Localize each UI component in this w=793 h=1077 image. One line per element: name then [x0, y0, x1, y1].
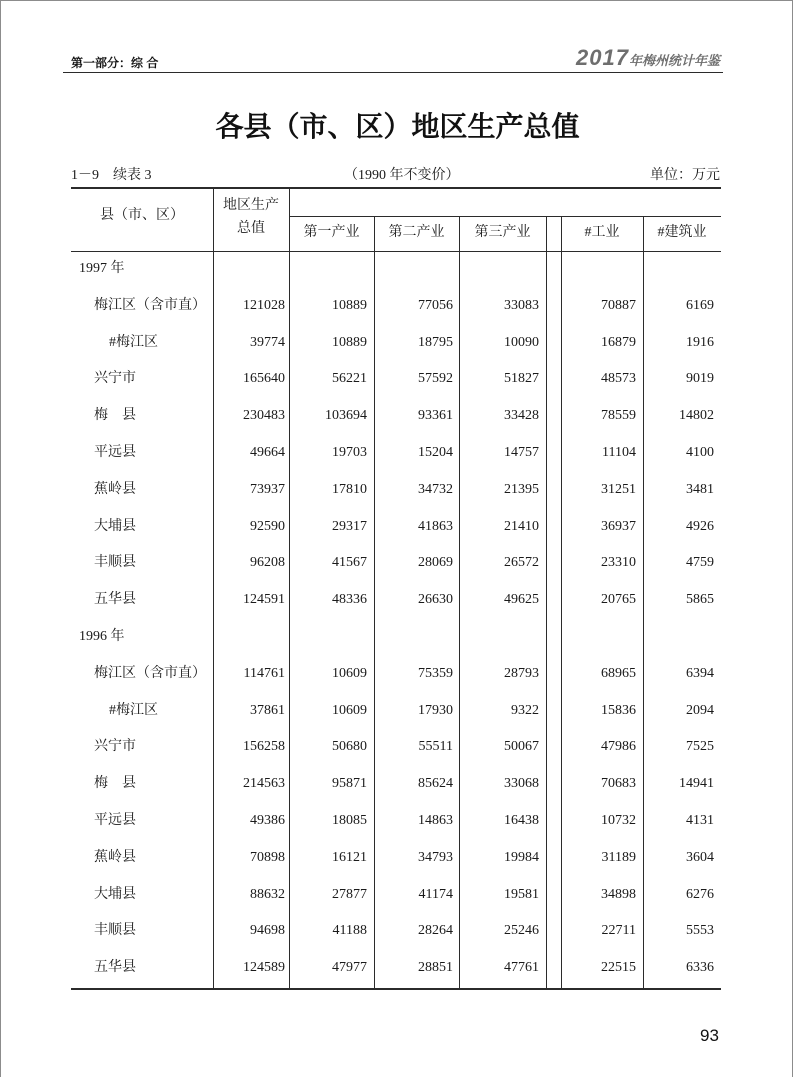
gdp-value: 230483 — [243, 408, 285, 424]
construction-value: 6336 — [686, 960, 714, 976]
primary-value: 27877 — [332, 886, 367, 902]
primary-value: 10609 — [332, 665, 367, 681]
primary-value: 48336 — [332, 592, 367, 608]
header-bottom-rule — [71, 251, 721, 252]
gdp-value: 124589 — [243, 960, 285, 976]
tertiary-value: 51827 — [504, 371, 539, 387]
construction-value: 1916 — [686, 334, 714, 350]
primary-value: 29317 — [332, 518, 367, 534]
table-top-rule — [71, 187, 721, 189]
tertiary-value: 9322 — [511, 702, 539, 718]
construction-value: 4926 — [686, 518, 714, 534]
industry-value: 10732 — [601, 813, 636, 828]
region-name: 蕉岭县 — [94, 849, 136, 865]
table-row — [1, 666, 793, 682]
unit-label: 单位：万元 — [650, 168, 720, 183]
gdp-value: 70898 — [250, 849, 285, 865]
primary-value: 95871 — [332, 776, 367, 792]
industry-value: 78559 — [601, 408, 636, 424]
region-name: #梅江区 — [109, 334, 158, 350]
page-number: 93 — [700, 1026, 719, 1045]
industry-value: 34898 — [601, 886, 636, 902]
tertiary-value: 10090 — [504, 334, 539, 350]
tertiary-value: 16438 — [504, 813, 539, 828]
industry-value: 20765 — [601, 592, 636, 608]
page-title: 各县（市、区）地区生产总值 — [215, 112, 580, 143]
yearbook-name: 年梅州统计年鉴 — [628, 53, 720, 68]
gdp-value: 92590 — [250, 518, 285, 534]
industry-value: 23310 — [601, 555, 636, 571]
industry-value: 16879 — [601, 334, 636, 350]
construction-value: 9019 — [686, 371, 714, 387]
header-region: 县（市、区） — [100, 208, 184, 223]
construction-value: 6169 — [686, 297, 714, 313]
secondary-value: 28851 — [418, 960, 453, 976]
table-row — [1, 776, 793, 792]
industry-value: 31189 — [601, 849, 636, 865]
header-industry: #工业 — [584, 225, 620, 240]
tertiary-value: 33068 — [504, 776, 539, 792]
industry-value: 68965 — [601, 665, 636, 681]
region-name: 梅江区（含市直） — [94, 665, 206, 681]
region-name: #梅江区 — [109, 702, 158, 718]
primary-value: 10889 — [332, 297, 367, 313]
industry-value: 15836 — [601, 702, 636, 718]
secondary-value: 26630 — [418, 592, 453, 608]
table-row — [1, 371, 793, 387]
region-name: 梅 县 — [94, 776, 136, 792]
primary-value: 10889 — [332, 334, 367, 350]
region-name: 梅 县 — [94, 408, 136, 424]
tertiary-value: 19984 — [504, 849, 539, 865]
secondary-value: 55511 — [418, 739, 453, 755]
construction-value: 4100 — [686, 445, 714, 460]
industry-value: 22515 — [601, 960, 636, 976]
gdp-value: 96208 — [250, 555, 285, 571]
industry-value: 22711 — [601, 923, 636, 939]
gdp-value: 49386 — [250, 813, 285, 828]
industry-value: 11104 — [602, 445, 636, 460]
price-basis: （1990 年不变价） — [344, 168, 460, 183]
header-construction: #建筑业 — [657, 225, 707, 240]
header-gdp-line1: 地区生产 — [223, 198, 279, 213]
construction-value: 4759 — [686, 555, 714, 571]
gdp-value: 37861 — [250, 702, 285, 718]
construction-value: 6276 — [686, 886, 714, 902]
secondary-value: 85624 — [418, 776, 453, 792]
year-group-label: 1997 年 — [79, 261, 125, 276]
secondary-value: 34732 — [418, 481, 453, 497]
secondary-value: 93361 — [418, 408, 453, 424]
industry-value: 70683 — [601, 776, 636, 792]
region-name: 丰顺县 — [94, 555, 136, 571]
industry-value: 48573 — [601, 371, 636, 387]
table-row — [1, 298, 793, 314]
construction-value: 5865 — [686, 592, 714, 608]
region-name: 平远县 — [94, 445, 136, 460]
secondary-value: 18795 — [418, 334, 453, 350]
region-name: 梅江区（含市直） — [94, 297, 206, 313]
table-bottom-rule — [71, 988, 721, 990]
secondary-value: 17930 — [418, 702, 453, 718]
gdp-value: 214563 — [243, 776, 285, 792]
gdp-value: 124591 — [243, 592, 285, 608]
tertiary-value: 33428 — [504, 408, 539, 424]
secondary-value: 75359 — [418, 665, 453, 681]
section-label: 第一部分：综 合 — [71, 56, 159, 70]
primary-value: 47977 — [332, 960, 367, 976]
table-number: 1－9 续表 3 — [71, 168, 152, 183]
primary-value: 18085 — [332, 813, 367, 828]
table-row — [1, 555, 793, 571]
tertiary-value: 33083 — [504, 297, 539, 313]
construction-value: 2094 — [686, 702, 714, 718]
secondary-value: 57592 — [418, 371, 453, 387]
secondary-value: 15204 — [418, 445, 453, 460]
construction-value: 14802 — [679, 408, 714, 424]
primary-value: 41188 — [332, 923, 367, 939]
primary-value: 56221 — [332, 371, 367, 387]
construction-value: 6394 — [686, 665, 714, 681]
primary-value: 10609 — [332, 702, 367, 718]
header-secondary: 第二产业 — [388, 225, 445, 240]
table-row — [1, 703, 793, 719]
region-name: 蕉岭县 — [94, 481, 136, 497]
gdp-value: 165640 — [243, 371, 285, 387]
primary-value: 19703 — [332, 445, 367, 460]
primary-value: 50680 — [332, 739, 367, 755]
primary-value: 16121 — [332, 849, 367, 865]
gdp-value: 114761 — [243, 665, 285, 681]
industry-value: 47986 — [601, 739, 636, 755]
secondary-value: 41174 — [418, 886, 453, 902]
gdp-value: 39774 — [250, 334, 285, 350]
tertiary-value: 25246 — [504, 923, 539, 939]
secondary-value: 28264 — [418, 923, 453, 939]
region-name: 五华县 — [94, 960, 136, 976]
table-row — [1, 335, 793, 351]
tertiary-value: 47761 — [504, 960, 539, 976]
table-row — [1, 739, 793, 755]
primary-value: 17810 — [332, 481, 367, 497]
region-name: 丰顺县 — [94, 923, 136, 939]
header-primary: 第一产业 — [303, 225, 360, 240]
gdp-value: 156258 — [243, 739, 285, 755]
table-row — [1, 482, 793, 498]
year-group-label: 1996 年 — [79, 629, 125, 644]
gdp-value: 88632 — [250, 886, 285, 902]
gdp-value: 121028 — [243, 297, 285, 313]
construction-value: 4131 — [686, 813, 714, 828]
region-name: 大埔县 — [94, 886, 136, 902]
gdp-value: 49664 — [250, 445, 285, 460]
secondary-value: 77056 — [418, 297, 453, 313]
table-row — [1, 445, 793, 461]
industry-value: 36937 — [601, 518, 636, 534]
secondary-value: 34793 — [418, 849, 453, 865]
tertiary-value: 21395 — [504, 481, 539, 497]
construction-value: 14941 — [679, 776, 714, 792]
region-name: 五华县 — [94, 592, 136, 608]
gdp-value: 73937 — [250, 481, 285, 497]
construction-value: 5553 — [686, 923, 714, 939]
primary-value: 41567 — [332, 555, 367, 571]
region-name: 平远县 — [94, 813, 136, 828]
construction-value: 7525 — [686, 739, 714, 755]
tertiary-value: 14757 — [504, 445, 539, 460]
gdp-value: 94698 — [250, 923, 285, 939]
secondary-value: 28069 — [418, 555, 453, 571]
yearbook-title — [576, 45, 720, 71]
tertiary-value: 19581 — [504, 886, 539, 902]
table-row — [1, 850, 793, 866]
table-row — [1, 887, 793, 903]
tertiary-value: 50067 — [504, 739, 539, 755]
table-row — [1, 813, 793, 829]
table-row — [1, 519, 793, 535]
header-rule — [63, 72, 723, 73]
table-row — [1, 960, 793, 976]
tertiary-value: 26572 — [504, 555, 539, 571]
secondary-value: 41863 — [418, 518, 453, 534]
construction-value: 3481 — [686, 481, 714, 497]
header-gdp-line2: 总值 — [237, 221, 265, 236]
construction-value: 3604 — [686, 849, 714, 865]
table-row — [1, 923, 793, 939]
industry-value: 31251 — [601, 481, 636, 497]
region-name: 兴宁市 — [94, 739, 136, 755]
tertiary-value: 28793 — [504, 665, 539, 681]
region-name: 兴宁市 — [94, 371, 136, 387]
tertiary-value: 49625 — [504, 592, 539, 608]
subheader-rule — [289, 216, 721, 217]
region-name: 大埔县 — [94, 518, 136, 534]
tertiary-value: 21410 — [504, 518, 539, 534]
header-tertiary: 第三产业 — [474, 225, 531, 240]
table-row — [1, 592, 793, 608]
yearbook-year: 2017 — [576, 45, 629, 70]
table-row — [1, 408, 793, 424]
industry-value: 70887 — [601, 297, 636, 313]
secondary-value: 14863 — [418, 813, 453, 828]
primary-value: 103694 — [325, 408, 367, 424]
